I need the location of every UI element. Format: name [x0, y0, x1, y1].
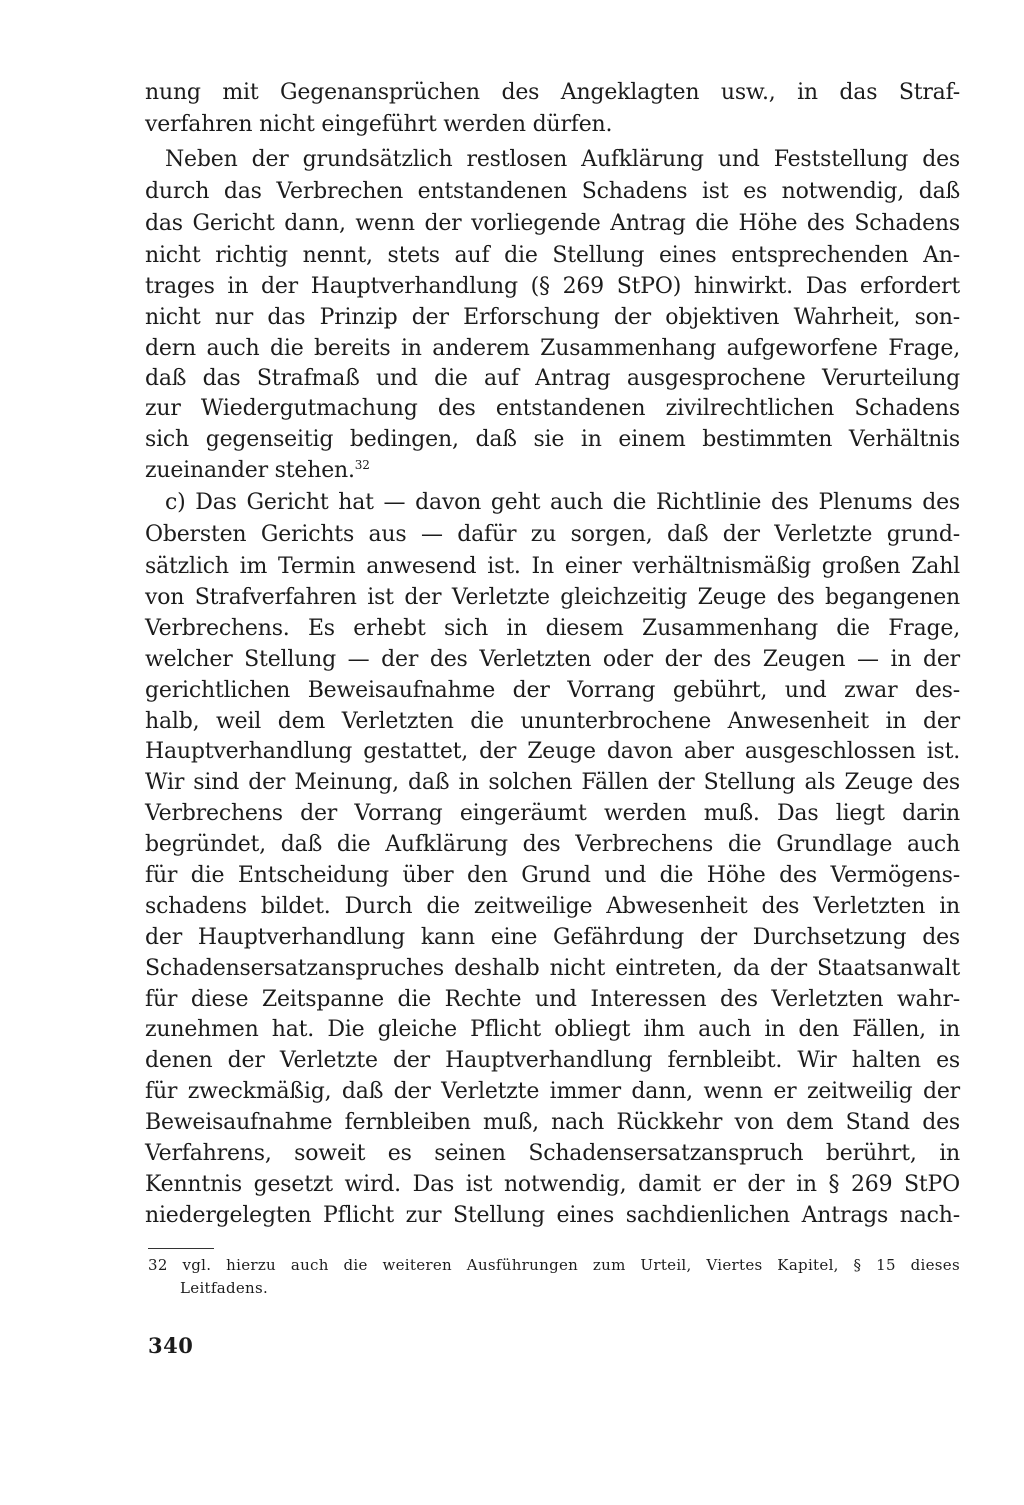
text-line: Wir sind der Meinung, daß in solchen Fällen der Stellung als Zeuge des	[145, 770, 960, 795]
text-line: halb, weil dem Verletzten die ununterbrochene Anwesenheit in der	[145, 709, 960, 734]
text-line: für die Entscheidung über den Grund und die Höhe des Vermögens-	[145, 863, 960, 888]
text-line: Schadensersatzanspruches deshalb nicht eintreten, da der Staatsanwalt	[145, 956, 960, 981]
text-line: der Hauptverhandlung kann eine Gefährdung der Durchsetzung des	[145, 925, 960, 950]
text-line: durch das Verbrechen entstandenen Schadens ist es notwendig, daß	[145, 179, 960, 204]
text-line: nung mit Gegenansprüchen des Angeklagten usw., in das Straf-	[145, 80, 960, 105]
text-line: schadens bildet. Durch die zeitweilige Abwesenheit des Verletzten in	[145, 894, 960, 919]
text-line: Neben der grundsätzlich restlosen Aufklärung und Feststellung des	[165, 147, 960, 172]
text-line: begründet, daß die Aufklärung des Verbrechens die Grundlage auch	[145, 832, 960, 857]
text-line: Hauptverhandlung gestattet, der Zeuge davon aber ausgeschlossen ist.	[145, 739, 960, 764]
text-line: denen der Verletzte der Hauptverhandlung fernbleibt. Wir halten es	[145, 1048, 960, 1073]
text-line: Beweisaufnahme fernbleiben muß, nach Rückkehr von dem Stand des	[145, 1110, 960, 1135]
footnote-line	[148, 1254, 960, 1276]
text-line: zur Wiedergutmachung des entstandenen zivilrechtlichen Schadens	[145, 396, 960, 421]
text-line: Obersten Gerichts aus — dafür zu sorgen, daß der Verletzte grund-	[145, 522, 960, 547]
text-line: nicht nur das Prinzip der Erforschung der objektiven Wahrheit, son-	[145, 305, 960, 330]
text-line: verfahren nicht eingeführt werden dürfen.	[145, 112, 613, 137]
text-line: sich gegenseitig bedingen, daß sie in einem bestimmten Verhältnis	[145, 427, 960, 452]
text-line	[145, 456, 960, 486]
text-line: gerichtlichen Beweisaufnahme der Vorrang gebührt, und zwar des-	[145, 678, 960, 703]
text-line: trages in der Hauptverhandlung (§ 269 StPO) hinwirkt. Das erfordert	[145, 274, 960, 299]
text-line: das Gericht dann, wenn der vorliegende Antrag die Höhe des Schadens	[145, 211, 960, 236]
text-line: welcher Stellung — der des Verletzten oder der des Zeugen — in der	[145, 647, 960, 672]
footnote-number: 32	[148, 1256, 168, 1274]
text-line: für zweckmäßig, daß der Verletzte immer dann, wenn er zeitweilig der	[145, 1079, 960, 1104]
text-line: Kenntnis gesetzt wird. Das ist notwendig, damit er der in § 269 StPO	[145, 1172, 960, 1197]
text-line: zunehmen hat. Die gleiche Pflicht obliegt ihm auch in den Fällen, in	[145, 1017, 960, 1042]
text-line: dern auch die bereits in anderem Zusammenhang aufgeworfene Frage,	[145, 336, 960, 361]
text-line-content: zueinander stehen.	[145, 458, 355, 483]
footnote-divider	[148, 1248, 214, 1249]
footnote-ref: 32	[354, 458, 370, 472]
text-line: daß das Strafmaß und die auf Antrag ausgesprochene Verurteilung	[145, 366, 960, 391]
text-line: niedergelegten Pflicht zur Stellung eines sachdienlichen Antrags nach-	[145, 1203, 960, 1228]
text-line: sätzlich im Termin anwesend ist. In einer verhältnismäßig großen Zahl	[145, 554, 960, 579]
text-line: Verbrechens. Es erhebt sich in diesem Zusammenhang die Frage,	[145, 616, 960, 641]
text-line: für diese Zeitspanne die Rechte und Interessen des Verletzten wahr-	[145, 987, 960, 1012]
footnote-line: Leitfadens.	[180, 1279, 269, 1297]
page-number: 340	[148, 1333, 194, 1358]
footnote-text: vgl. hierzu auch die weiteren Ausführungen zum Urteil, Viertes Kapitel, § 15 dieses	[182, 1256, 960, 1274]
text-line: Verbrechens der Vorrang eingeräumt werden muß. Das liegt darin	[145, 801, 960, 826]
text-line: nicht richtig nennt, stets auf die Stellung eines entsprechenden An-	[145, 243, 960, 268]
text-line: Verfahrens, soweit es seinen Schadensersatzanspruch berührt, in	[145, 1141, 960, 1166]
text-line: c) Das Gericht hat — davon geht auch die Richtlinie des Plenums des	[165, 490, 960, 515]
text-line: von Strafverfahren ist der Verletzte gleichzeitig Zeuge des begangenen	[145, 585, 960, 610]
